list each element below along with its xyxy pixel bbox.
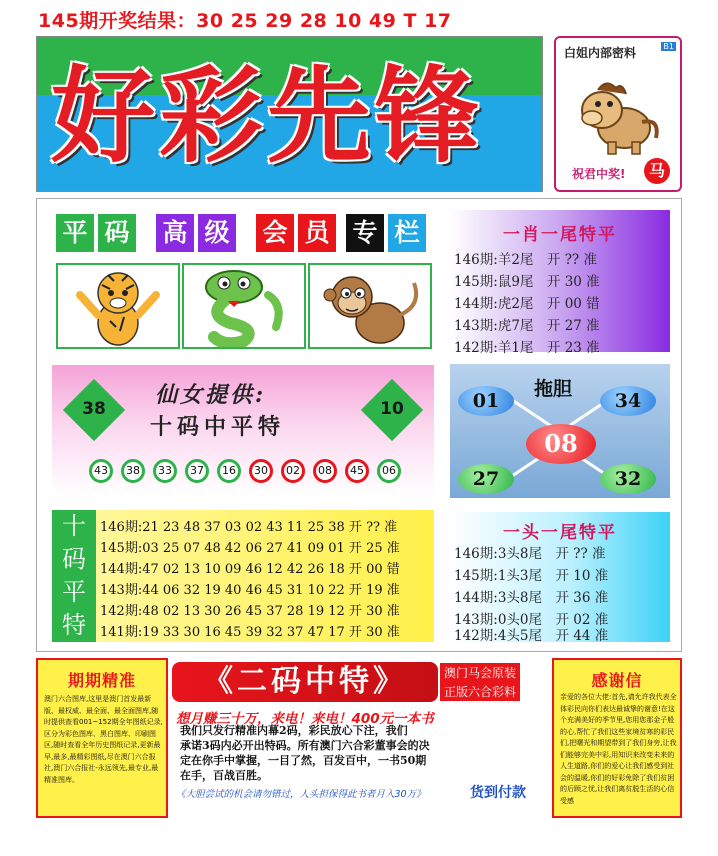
thank-you-text: 亲爱的各位大佬:首先,请允许我代表全体彩民向你们表达最诚挚的谢意!在这个充满美好的季节里,您用您那金子般的心,帮忙了我们这些家境贫寒的彩民们,把曙光和期望带到了我们身旁,让我们能够完美中彩,用知识来改变未来的人生道路,你们的爱心让我们感受到社会的温暖,你们的好彩免除了我们贫困的后顾之忧,让我们离贫脱生活的心信受感 (560, 693, 677, 805)
vip-tile: 码 (98, 214, 136, 252)
number-ball: 33 (153, 459, 177, 483)
monkey-image (308, 263, 432, 349)
horse-icon (576, 78, 662, 158)
list-item: 145期:鼠9尾 开 30 准 (454, 274, 600, 290)
banner-title: 好彩先锋 (51, 54, 484, 177)
accuracy-title: 期期精准 (67, 671, 136, 690)
vip-tile: 级 (198, 214, 236, 252)
list-item: 145期:1头3尾 开 10 准 (454, 568, 609, 584)
list-item: 143期:0头0尾 开 02 准 (454, 612, 609, 628)
number-ball: 37 (185, 459, 209, 483)
table-row: 141期:19 33 30 16 45 39 32 37 47 17 开 30 准 (100, 625, 400, 640)
table-row: 146期:21 23 48 37 03 02 43 11 25 38 开 ?? 准 (100, 520, 398, 535)
number-ball: 08 (313, 459, 337, 483)
number-ball: 16 (217, 459, 241, 483)
right-diamond-number: 10 (380, 399, 404, 419)
vip-tile: 平 (56, 214, 94, 252)
snake-image (182, 263, 306, 349)
list-item: 146期:羊2尾 开 ?? 准 (454, 252, 597, 268)
zodiac-badge: 马 (644, 158, 670, 184)
list-item: 142期:羊1尾 开 23 准 (454, 340, 600, 356)
macau-label-2: 正版六合彩料 (440, 682, 520, 701)
ten-code-table (96, 510, 434, 642)
one-zodiac-one-tail-panel (450, 210, 670, 356)
ad-footnote: 《大胆尝试的机会请勿错过，人头担保得此书者月入30万》 (176, 789, 426, 800)
list-item: 144期:虎2尾 开 00 错 (454, 296, 600, 312)
number-ball: 02 (281, 459, 305, 483)
accuracy-box (36, 658, 168, 818)
head-tail-title: 一头一尾特平 (503, 523, 617, 543)
vip-tile: 会 (256, 214, 294, 252)
tiger-image (56, 263, 180, 349)
list-item: 142期:4头5尾 开 44 准 (454, 628, 609, 644)
ten-code-label-char: 码 (62, 545, 86, 573)
drag-number-bottom-left: 27 (458, 464, 514, 494)
list-item: 146期:3头8尾 开 ?? 准 (454, 546, 606, 562)
drag-number-top-right: 34 (600, 386, 656, 416)
monkey-icon (310, 265, 430, 347)
drag-number-top-left: 01 (458, 386, 514, 416)
side-card-title: 白姐内部密料 (564, 46, 637, 60)
head-tail-panel (450, 512, 670, 642)
vip-tile: 员 (298, 214, 336, 252)
list-item: 143期:虎7尾 开 27 准 (454, 318, 600, 334)
banner (36, 36, 543, 192)
accuracy-text: 澳门六合图库,这里是澳门首发最新版、最权威、最全面、最全面图库,随时提供查看001~152期全年图纸记录,区分为彩色图库、黑白图库、印刷图区,随时查看全年历史图纸记录,更新最早,最多,最精彩图纸,尽在澳门六合报社,澳门六合报社-永远领先,最专业,最精准图库。 (44, 695, 163, 784)
number-ball: 30 (249, 459, 273, 483)
ten-code-label (52, 510, 96, 642)
fairy-line-2: 十码中平特 (150, 414, 286, 440)
cash-on-delivery: 货到付款 (470, 785, 526, 801)
drag-center-number: 08 (526, 424, 596, 464)
list-item: 144期:3头8尾 开 36 准 (454, 590, 609, 606)
drag-number-bottom-right: 32 (600, 464, 656, 494)
draw-result: 145期开奖结果：30 25 29 28 10 49 T 17 (38, 10, 452, 32)
fairy-line-1: 仙女提供: (155, 382, 267, 408)
table-row: 142期:48 02 13 30 26 45 37 28 19 12 开 30 准 (100, 604, 400, 619)
side-card-badge: B1 (663, 42, 674, 51)
ten-code-label-char: 十 (62, 512, 86, 540)
table-row: 144期:47 02 13 10 09 46 12 42 26 18 开 00 错 (100, 562, 400, 577)
number-ball: 06 (377, 459, 401, 483)
drag-panel (450, 364, 670, 498)
table-row: 145期:03 25 07 48 42 06 27 41 09 01 开 25 准 (100, 541, 400, 556)
side-card-wish: 祝君中奖! (572, 167, 626, 181)
drag-title: 拖胆 (534, 378, 573, 400)
side-card (554, 36, 682, 192)
tiger-icon (58, 265, 178, 347)
one-tail-title: 一肖一尾特平 (503, 225, 617, 245)
ad-paragraph-line: 承诺3码内必开出特码。所有澳门六合彩董事会的决 (180, 739, 430, 752)
ad-paragraph-line: 定在你手中掌握，一目了然，百发百中，一书50期 (180, 754, 427, 767)
vip-tile: 专 (346, 214, 384, 252)
ad-paragraph-line: 在手，百战百胜。 (180, 769, 268, 782)
snake-icon (184, 265, 304, 347)
thank-you-title: 感谢信 (591, 671, 643, 690)
ten-code-label-char: 平 (62, 578, 86, 606)
thank-you-box (552, 658, 682, 818)
macau-label-1: 澳门马会原装 (440, 663, 520, 682)
left-diamond-number: 38 (82, 399, 106, 419)
slogan: 想月赚三十万，来电！来电！400元一本书 (176, 711, 434, 727)
number-ball: 45 (345, 459, 369, 483)
two-code-title: 《二码中特》 (172, 662, 438, 702)
ad-paragraph-line: 我们只发行精准内幕2码，彩民放心下注，我们 (180, 724, 408, 737)
table-row: 143期:44 06 32 19 40 46 45 31 10 22 开 19 准 (100, 583, 400, 598)
vip-tile: 高 (156, 214, 194, 252)
number-ball: 38 (121, 459, 145, 483)
ten-code-label-char: 特 (62, 611, 86, 639)
number-ball: 43 (89, 459, 113, 483)
vip-tile: 栏 (388, 214, 426, 252)
